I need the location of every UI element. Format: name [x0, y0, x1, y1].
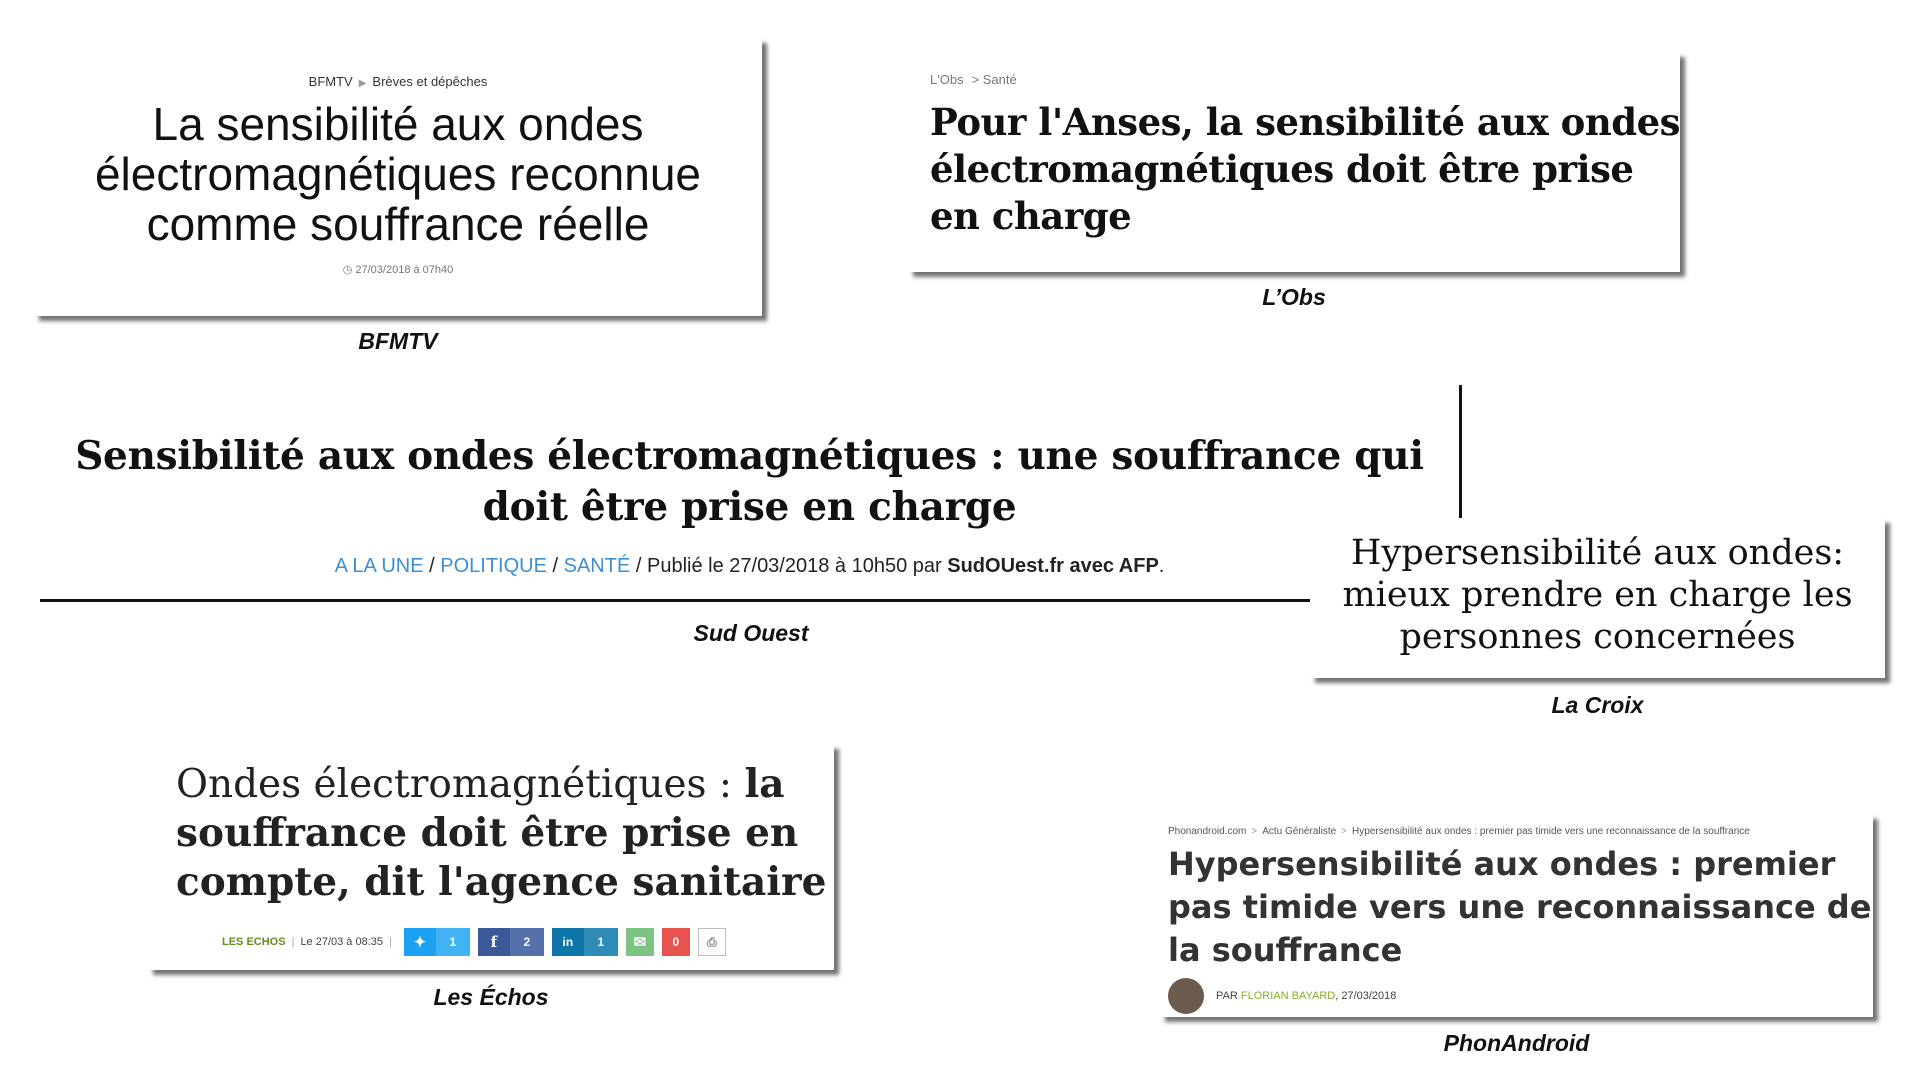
avatar [1168, 978, 1204, 1014]
author: SudOUest.fr avec AFP [947, 555, 1159, 577]
author-link[interactable]: FLORIAN BAYARD [1240, 990, 1336, 1002]
caption-sudouest: Sud Ouest [693, 620, 809, 646]
sudouest-card [40, 385, 1462, 602]
headline: Ondes électromagnétiques : la souffrance doit être prise en compte, dit l'agence sanitaire [176, 761, 827, 905]
caption-lobs: L’Obs [1262, 284, 1326, 310]
brand-label: LES ECHOS [222, 936, 286, 948]
article-meta: A LA UNE / POLITIQUE / SANTÉ / Publié le 27/03/2018 à 10h50 par SudOUest.fr avec AFP. [334, 555, 1165, 577]
chevron-right-icon: ▶ [358, 78, 367, 89]
published-text: Publié le 27/03/2018 à 10h50 par [646, 555, 942, 577]
facebook-icon: f [490, 933, 498, 951]
envelope-icon: ✉ [633, 934, 647, 951]
divider: | [389, 936, 392, 948]
facebook-share-button[interactable]: f 2 [478, 928, 544, 956]
twitter-share-button[interactable]: ✦ 1 [404, 928, 470, 956]
article-date: , 27/03/2018 [1335, 990, 1397, 1002]
twitter-icon: ✦ [413, 934, 427, 951]
article-crumb: Hypersensibilité aux ondes : premier pas timide vers une reconnaissance de la souffrance [1352, 826, 1750, 837]
section-link[interactable]: Actu Généraliste [1262, 826, 1337, 837]
headline: Pour l'Anses, la sensibilité aux ondes électromagnétiques doit être prise en charge [930, 100, 1680, 238]
article-date: ◷ 27/03/2018 à 07h40 [342, 264, 454, 276]
section-link[interactable]: > Santé [971, 72, 1017, 87]
caption-bfmtv: BFMTV [358, 328, 438, 354]
print-button[interactable] [698, 928, 726, 956]
caption-phonandroid: PhonAndroid [1443, 1030, 1590, 1056]
divider: | [291, 936, 295, 948]
tag-sante[interactable]: SANTÉ [563, 555, 631, 577]
email-share-button[interactable] [626, 928, 654, 956]
linkedin-share-button[interactable]: in 1 [552, 928, 618, 956]
breadcrumb: Phonandroid.com > Actu Généraliste > Hypersensibilité aux ondes : premier pas timide vers une reconnaissance de la souffrance [1168, 826, 1750, 837]
printer-icon: ⎙ [707, 934, 717, 949]
article-date: Le 27/03 à 08:35 [300, 936, 384, 948]
phonandroid-card [1160, 814, 1873, 1017]
headline: La sensibilité aux ondes électromagnétiques reconnue comme souffrance réelle [94, 98, 702, 250]
breadcrumb [34, 74, 762, 89]
share-bar [222, 928, 734, 956]
site-link[interactable]: L'Obs [930, 72, 964, 87]
lacroix-card [1310, 518, 1885, 678]
byline: PAR FLORIAN BAYARD , 27/03/2018 [1168, 978, 1873, 1014]
section-link[interactable]: Brèves et dépêches [372, 74, 488, 89]
headline: Sensibilité aux ondes électromagnétiques : une souffrance qui doit être prise en charge [75, 433, 1424, 530]
site-link[interactable]: Phonandroid.com [1168, 826, 1247, 837]
breadcrumb [930, 72, 1680, 87]
tag-politique[interactable]: POLITIQUE [440, 555, 547, 577]
linkedin-icon: in [562, 935, 574, 949]
bfmtv-card [34, 38, 762, 316]
site-link[interactable]: BFMTV [308, 74, 353, 89]
comment-count: 0 [672, 935, 680, 949]
clock-icon: ◷ [342, 264, 356, 276]
comments-button[interactable] [662, 928, 690, 956]
tag-a-la-une[interactable]: A LA UNE [334, 555, 424, 577]
caption-lacroix: La Croix [1551, 692, 1644, 718]
caption-lesechos: Les Échos [433, 984, 549, 1010]
headline: Hypersensibilité aux ondes: mieux prendre en charge les personnes concernées [1342, 533, 1853, 657]
lobs-card [908, 52, 1680, 272]
headline: Hypersensibilité aux ondes : premier pas timide vers une reconnaissance de la souffrance [1168, 845, 1872, 969]
lesechos-card [148, 744, 834, 970]
